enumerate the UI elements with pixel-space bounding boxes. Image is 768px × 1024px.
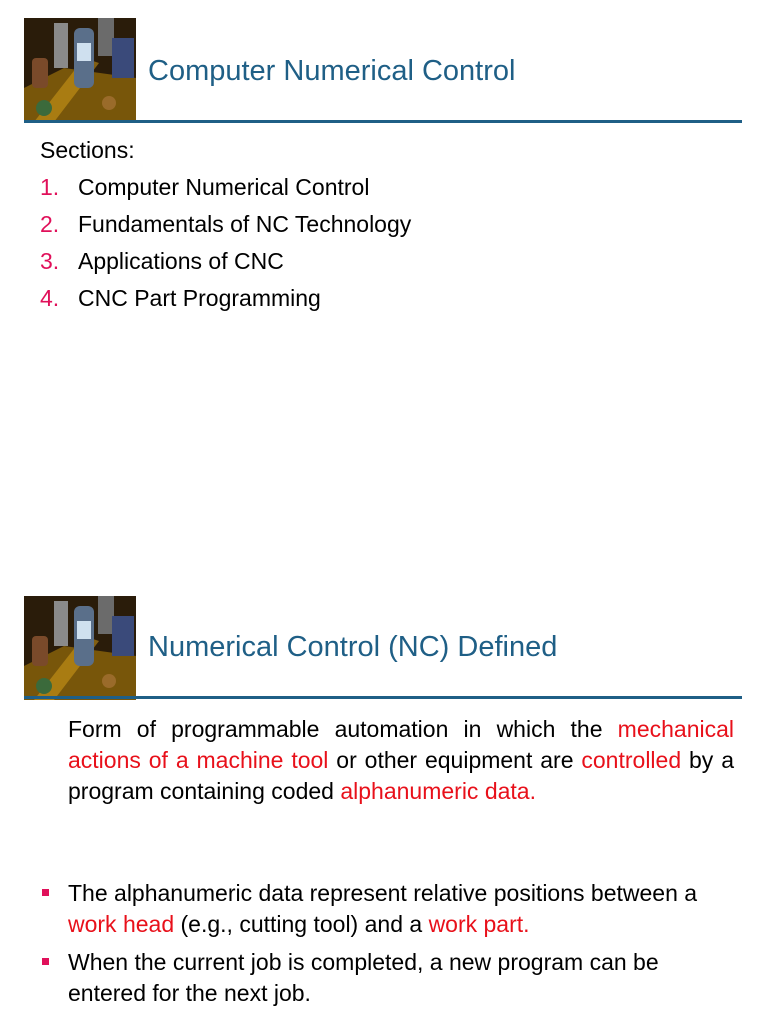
bullet-text: (e.g., cutting tool) and a	[174, 911, 429, 937]
bullet-item	[40, 947, 740, 1009]
list-label: Computer Numerical Control	[78, 174, 370, 200]
bullet-square-icon	[42, 889, 49, 896]
title-divider	[24, 696, 742, 699]
list-item	[40, 169, 411, 206]
bullet-emphasis: work head	[68, 911, 175, 937]
list-label: Fundamentals of NC Technology	[78, 211, 412, 237]
nc-definition	[68, 714, 734, 807]
slide-title: Computer Numerical Control	[148, 55, 516, 87]
bullet-list	[40, 878, 740, 1016]
sections-list	[40, 132, 411, 317]
list-number: 1.	[40, 174, 60, 200]
definition-text: Form of programmable automation in which the	[68, 716, 618, 742]
list-item	[40, 280, 411, 317]
bullet-text: When the current job is completed, a new program can be entered for the next job.	[68, 949, 659, 1006]
circuit-board-image	[24, 596, 136, 700]
definition-text: or other equipment are	[328, 747, 582, 773]
list-item	[40, 206, 411, 243]
list-number: 2.	[40, 211, 60, 237]
definition-emphasis: alphanumeric data.	[340, 778, 536, 804]
bullet-emphasis: work part.	[428, 911, 530, 937]
definition-text: by a program containing coded	[68, 747, 734, 804]
bullet-text: The alphanumeric data represent relative positions between a	[68, 880, 698, 906]
list-label: CNC Part Programming	[78, 285, 321, 311]
slide-title: Numerical Control (NC) Defined	[148, 631, 558, 663]
title-divider	[24, 120, 742, 123]
bullet-square-icon	[42, 958, 49, 965]
list-label: Applications of CNC	[78, 248, 284, 274]
list-number: 4.	[40, 285, 60, 311]
slide-2	[0, 512, 768, 1024]
bullet-item	[40, 878, 740, 940]
definition-emphasis: mechanical actions of a machine tool	[68, 716, 734, 773]
definition-emphasis: controlled	[581, 747, 682, 773]
list-number: 3.	[40, 248, 60, 274]
list-item	[40, 243, 411, 280]
circuit-board-image	[24, 18, 136, 122]
sections-heading: Sections:	[40, 137, 135, 163]
